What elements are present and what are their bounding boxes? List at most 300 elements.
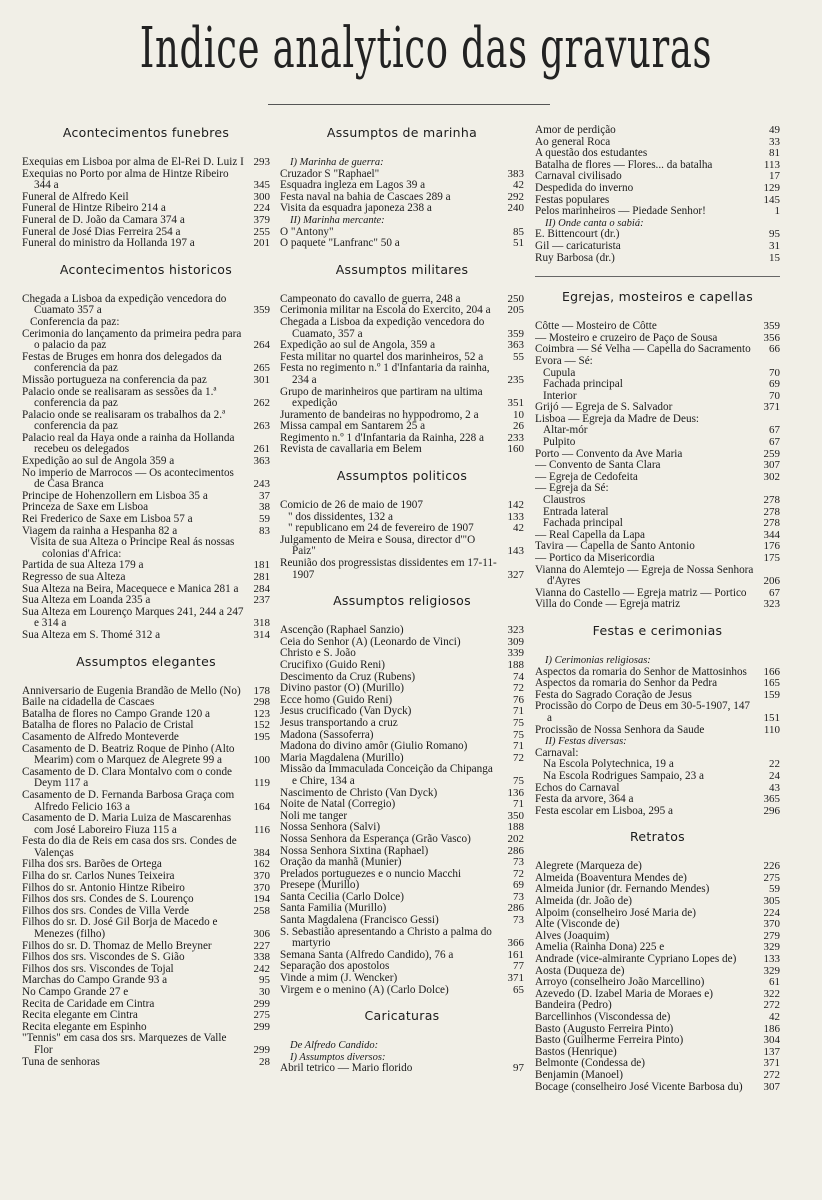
entry-title: Christo e S. João	[280, 648, 356, 660]
index-entry	[22, 572, 270, 584]
entry-title: Principe de Hohenzollern em Lisboa 35 a	[22, 490, 208, 502]
index-entry	[280, 799, 524, 811]
page-number: 281	[248, 572, 270, 584]
page-number: 278	[758, 495, 780, 507]
index-entry	[22, 952, 270, 964]
entry-title: Casamento de D. Fernanda Barbosa Graça com Alfredo Felicio 163 a	[22, 789, 235, 813]
index-entry	[280, 764, 524, 787]
entry-title: Recita de Caridade em Cintra	[22, 998, 155, 1010]
index-entry	[280, 973, 524, 985]
index-entry	[280, 238, 524, 250]
index-section	[280, 468, 524, 581]
section-title: Assumptos politicos	[336, 468, 468, 484]
index-entry	[535, 160, 780, 172]
page-number: 299	[248, 1045, 270, 1057]
index-entry	[280, 180, 524, 192]
entry-title: Procissão de Nossa Senhora da Saude	[535, 724, 705, 736]
page-number: 31	[758, 241, 780, 253]
entry-title: E. Bittencourt (dr.)	[535, 229, 620, 241]
entry-title: Festas populares	[535, 194, 610, 206]
index-entry	[22, 468, 270, 491]
index-entry	[22, 630, 270, 642]
index-entry	[22, 975, 270, 987]
index-entry	[22, 433, 270, 456]
index-entry	[535, 966, 780, 978]
entry-title: Campeonato do cavallo de guerra, 248 a	[280, 293, 461, 305]
index-entry	[22, 410, 270, 433]
index-entry	[535, 977, 780, 989]
entry-title: Funeral de Hintze Ribeiro 214 a	[22, 203, 166, 215]
page-number: 75	[502, 718, 524, 730]
index-entry	[280, 660, 524, 672]
entry-title: Basto (Guilherme Ferreira Pinto)	[535, 1035, 684, 1047]
index-entry	[280, 695, 524, 707]
entry-title: Juramento de bandeiras no hyppodromo, 2 a	[280, 409, 479, 421]
index-entry	[22, 157, 270, 169]
page-number: 250	[502, 294, 524, 306]
page-number: 351	[502, 398, 524, 410]
entry-title: Almeida (dr. João de)	[535, 896, 632, 908]
index-entry	[535, 690, 780, 702]
page-number: 42	[758, 1012, 780, 1024]
index-entry	[22, 917, 270, 940]
page-number: 305	[758, 896, 780, 908]
entry-title: Santa Magdalena (Francisco Gessi)	[280, 915, 439, 927]
index-entry	[22, 294, 270, 317]
index-entry	[280, 352, 524, 364]
section-title: Retratos	[630, 829, 685, 845]
page-number: 10	[502, 410, 524, 422]
index-column-2	[280, 125, 524, 1087]
page-number: 323	[502, 625, 524, 637]
page-number: 129	[758, 183, 780, 195]
entry-title: Amor de perdição	[535, 125, 616, 136]
entry-title: Filhos dos srs. Condes de S. Lourenço	[22, 894, 194, 906]
page-number: 65	[502, 985, 524, 997]
index-entry	[535, 908, 780, 920]
section-title: Assumptos de marinha	[326, 125, 478, 140]
index-entry	[280, 558, 524, 581]
entry-title: Festa militar no quartel dos marinheiros, 52 a	[280, 351, 484, 363]
entry-title: Lisboa — Egreja da Madre de Deus:	[535, 413, 700, 425]
entry-title: Claustros	[543, 495, 586, 507]
entry-title: Vianna do Alemtejo — Egreja de Nossa Senhora d'Ayres	[535, 564, 754, 588]
page-number: 339	[502, 648, 524, 660]
page-number: 166	[758, 667, 780, 679]
index-entry	[22, 813, 270, 836]
entry-title: Regresso de sua Alteza	[22, 572, 126, 583]
page-number: 15	[758, 253, 780, 265]
page-number: 363	[248, 456, 270, 468]
page-number: 299	[248, 999, 270, 1011]
page-number: 363	[502, 340, 524, 352]
index-entry	[280, 523, 524, 535]
page-number: 286	[502, 903, 524, 915]
page-number: 299	[248, 1022, 270, 1034]
page-number: 286	[502, 846, 524, 858]
index-entry	[535, 954, 780, 966]
page-number: 151	[758, 713, 780, 725]
entry-title: Prelados portuguezes e o nuncio Macchi	[280, 868, 462, 880]
entry-title: Andrade (vice-almirante Cypriano Lopes de)	[535, 954, 737, 966]
page-number: 298	[248, 697, 270, 709]
entry-title: Conferencia da paz:	[30, 316, 120, 328]
page-number: 224	[758, 908, 780, 920]
entry-title: Esquadra ingleza em Lagos 39 a	[280, 180, 426, 192]
page-number: 307	[758, 460, 780, 472]
page-number: 110	[758, 725, 780, 737]
index-entry	[22, 697, 270, 709]
page-number: 240	[502, 203, 524, 215]
page-number: 72	[502, 753, 524, 765]
page-number: 188	[502, 822, 524, 834]
index-entry	[280, 340, 524, 352]
section-title: Acontecimentos historicos	[59, 261, 233, 277]
index-section	[22, 262, 270, 642]
entry-title: Crucifixo (Guido Reni)	[280, 660, 386, 671]
index-entry	[535, 391, 780, 403]
entry-title: Maria Magdalena (Murillo)	[280, 752, 404, 764]
entry-title: Alegrete (Marqueza de)	[535, 861, 642, 873]
entry-title: Aspectos da romaria do Senhor de Mattosinhos	[535, 666, 747, 678]
entry-title: Baile na cidadella de Cascaes	[22, 697, 155, 709]
index-entry	[535, 425, 780, 437]
page-number: 97	[502, 1063, 524, 1075]
page-number: 344	[758, 530, 780, 542]
index-entry	[280, 169, 524, 181]
index-entry	[22, 584, 270, 596]
index-entry	[535, 678, 780, 690]
index-entry	[280, 363, 524, 386]
page-number: 242	[248, 964, 270, 976]
index-entry	[535, 1047, 780, 1059]
index-entry	[280, 822, 524, 834]
entry-title: No Campo Grande 27 e	[22, 987, 129, 998]
entry-title: Casamento de Alfredo Monteverde	[22, 731, 179, 743]
index-entry	[22, 894, 270, 906]
entry-title: Carnaval civilisado	[535, 171, 622, 183]
page-number: 323	[758, 599, 780, 611]
index-entry	[22, 686, 270, 698]
entry-title: Casamento de D. Clara Montalvo com o conde Deym 117 a	[22, 766, 233, 790]
entry-title: Missa campal em Santarem 25 a	[280, 421, 426, 433]
page-number: 261	[248, 444, 270, 456]
index-entry	[22, 169, 270, 192]
page-number: 69	[758, 379, 780, 391]
entry-title: Batalha de flores no Palacio de Cristal	[22, 720, 194, 732]
entry-title: Recita elegante em Espinho	[22, 1021, 147, 1033]
page-number: 258	[248, 906, 270, 918]
entry-title: Expedição ao sul de Angola, 359 a	[280, 340, 436, 352]
entry-title: Filhos do sr. D. José Gil Borja de Macedo e Menezes (filho)	[22, 917, 218, 941]
entry-title: Funeral do ministro da Hollanda 197 a	[22, 238, 195, 250]
entry-title: Fachada principal	[543, 518, 623, 530]
page-number: 159	[758, 690, 780, 702]
index-entry	[280, 788, 524, 800]
index-entry	[535, 171, 780, 183]
page-title: Indice analytico das gravuras	[139, 16, 713, 81]
page-number: 73	[502, 915, 524, 927]
page-number: 186	[758, 1024, 780, 1036]
index-entry	[280, 637, 524, 649]
subsection-heading: I) Marinha de guerra:	[290, 157, 384, 168]
entry-title: " republicano em 24 de fevereiro de 1907	[288, 523, 474, 535]
index-entry	[22, 607, 270, 630]
index-section	[280, 593, 524, 996]
index-entry	[535, 896, 780, 908]
page-number: 72	[502, 683, 524, 695]
index-entry	[280, 512, 524, 524]
page-number: 202	[502, 834, 524, 846]
entry-title: Presepe (Murillo)	[280, 880, 360, 892]
page-number: 161	[502, 950, 524, 962]
title-rule	[268, 104, 550, 105]
entry-title: — Real Capella da Lapa	[535, 529, 645, 541]
page-number: 42	[502, 180, 524, 192]
index-entry	[535, 1035, 780, 1047]
entry-title: Vianna do Castello — Egreja matriz — Portico	[535, 587, 747, 599]
entry-title: Virgem e o menino (A) (Carlo Dolce)	[280, 984, 449, 996]
page-number: 71	[502, 799, 524, 811]
entry-title: Ascenção (Raphael Sanzio)	[280, 625, 404, 637]
entry-title: Palacio onde se realisaram as sessões da 1.ª conferencia da paz	[22, 386, 217, 410]
entry-title: Aosta (Duqueza de)	[535, 965, 625, 977]
entry-title: Recita elegante em Cintra	[22, 1010, 138, 1022]
page-number: 194	[248, 894, 270, 906]
entry-title: Cerimonia do lançamento da primeira pedra para o palacio da paz	[22, 328, 242, 352]
index-entry	[535, 931, 780, 943]
page-number: 350	[502, 811, 524, 823]
page-number: 255	[248, 227, 270, 239]
entry-title: Festa escolar em Lisboa, 295 a	[535, 805, 673, 817]
page-number: 162	[248, 859, 270, 871]
page-number: 262	[248, 398, 270, 410]
entry-title: Princeza de Saxe em Lisboa	[22, 502, 149, 514]
page-number: 359	[248, 305, 270, 317]
entry-title: Grupo de marinheiros que partiram na ultima expedição	[280, 386, 483, 410]
index-entry	[535, 794, 780, 806]
index-section	[280, 1008, 524, 1075]
index-entry	[22, 906, 270, 918]
entry-title: Filha do sr. Carlos Nunes Teixeira	[22, 871, 175, 883]
index-section	[280, 125, 524, 250]
page-number: 137	[758, 1047, 780, 1059]
entry-title: Casamento de D. Maria Luiza de Mascarenhas com José Laboreiro Fiuza 115 a	[22, 813, 232, 836]
page-number: 279	[758, 931, 780, 943]
page-number: 113	[758, 160, 780, 172]
index-section	[280, 262, 524, 456]
index-entry	[535, 553, 780, 565]
section-divider	[535, 276, 780, 277]
entry-title: Ceia do Senhor (A) (Leonardo de Vinci)	[280, 636, 461, 648]
index-entry	[535, 701, 780, 724]
subsection-heading: II) Festas diversas:	[545, 736, 627, 748]
page-number: 49	[758, 125, 780, 137]
page-number: 263	[248, 421, 270, 433]
index-entry	[535, 873, 780, 885]
index-entry	[280, 869, 524, 881]
entry-title: Palacio onde se realisaram os trabalhos da 2.ª conferencia da paz	[22, 409, 226, 433]
page-number: 379	[248, 215, 270, 227]
index-entry	[535, 1000, 780, 1012]
page-number: 188	[502, 660, 524, 672]
page-number: 329	[758, 966, 780, 978]
index-entry	[535, 759, 780, 771]
index-entry	[22, 732, 270, 744]
page-number: 366	[502, 938, 524, 950]
section-title: Assumptos militares	[335, 261, 469, 277]
entry-title: Ao general Roca	[535, 136, 611, 148]
entry-title: Echos do Carnaval	[535, 782, 620, 794]
entry-title: Festa do dia de Reis em casa dos srs. Condes de Valenças	[22, 836, 237, 859]
entry-title: Tavira — Capella de Santo Antonio	[535, 541, 695, 553]
entry-title: Exequias no Porto por alma de Hintze Ribeiro 344 a	[22, 168, 229, 192]
entry-title: Amelia (Rainha Dona) 225 e	[535, 942, 665, 954]
page-number: 164	[248, 802, 270, 814]
index-entry	[22, 767, 270, 790]
index-entry	[280, 625, 524, 637]
entry-title: Nascimento de Christo (Van Dyck)	[280, 787, 438, 799]
entry-title: Festa da arvore, 364 a	[535, 794, 634, 806]
entry-title: Abril tetrico — Mario florido	[280, 1063, 413, 1075]
index-entry	[22, 836, 270, 859]
index-entry	[535, 437, 780, 449]
page-number: 81	[758, 148, 780, 160]
page-number: 226	[758, 861, 780, 873]
index-entry	[535, 449, 780, 461]
section-title: Caricaturas	[364, 1008, 440, 1024]
index-entry	[22, 537, 270, 560]
index-entry	[535, 241, 780, 253]
index-entry	[535, 229, 780, 241]
page-number: 237	[248, 595, 270, 607]
index-entry	[22, 744, 270, 767]
page-number: 264	[248, 340, 270, 352]
entry-title: Villa do Conde — Egreja matriz	[535, 599, 681, 611]
index-column-3	[535, 125, 780, 1105]
page-number: 74	[502, 672, 524, 684]
entry-title: Barcellinhos (Viscondessa de)	[535, 1012, 671, 1023]
page-number: 296	[758, 806, 780, 818]
index-entry	[535, 148, 780, 160]
index-entry	[280, 444, 524, 456]
page-number: 278	[758, 507, 780, 519]
entry-title: Altar-mór	[543, 425, 588, 437]
entry-title: Alte (Visconde de)	[535, 919, 620, 931]
index-entry	[535, 414, 780, 426]
page-number: 152	[248, 720, 270, 732]
entry-title: Evora — Sé:	[535, 355, 593, 367]
index-section	[535, 623, 780, 817]
entry-title: Noite de Natal (Corregio)	[280, 799, 396, 811]
subsection-heading: I) Cerimonias religiosas:	[545, 654, 651, 666]
page-number: 59	[758, 884, 780, 896]
page-number: 181	[248, 560, 270, 572]
index-entry	[22, 514, 270, 526]
entry-title: Cruzador S "Raphael"	[280, 168, 380, 180]
entry-title: Santa Familia (Murillo)	[280, 903, 387, 915]
index-entry	[280, 730, 524, 742]
index-entry	[535, 1070, 780, 1082]
index-entry	[535, 884, 780, 896]
entry-title: Nossa Senhora Sixtina (Raphael)	[280, 845, 429, 857]
entry-title: O paquete "Lanfranc" 50 a	[280, 238, 400, 250]
entry-title: Entrada lateral	[543, 506, 609, 518]
index-entry	[22, 491, 270, 503]
page-number: 73	[502, 857, 524, 869]
page-number: 205	[502, 305, 524, 317]
section-title: Assumptos elegantes	[76, 653, 216, 669]
page-number: 145	[758, 195, 780, 207]
index-entry	[535, 599, 780, 611]
index-entry	[22, 329, 270, 352]
index-entry	[535, 472, 780, 484]
page-number: 143	[502, 546, 524, 558]
index-entry	[280, 706, 524, 718]
page-number: 329	[758, 942, 780, 954]
index-entry	[535, 460, 780, 472]
entry-title: Filha dos srs. Barões de Ortega	[22, 859, 162, 871]
index-entry	[280, 857, 524, 869]
index-entry	[22, 999, 270, 1011]
entry-title: Jesus transportando a cruz	[280, 717, 398, 729]
page-number: 160	[502, 444, 524, 456]
index-entry	[22, 709, 270, 721]
index-entry	[22, 238, 270, 250]
page-number: 278	[758, 518, 780, 530]
page-number: 292	[502, 192, 524, 204]
index-entry	[535, 1024, 780, 1036]
index-entry	[280, 683, 524, 695]
entry-title: Filhos do sr. D. Thomaz de Mello Breyner	[22, 940, 212, 952]
entry-title: Azevedo (D. Izabel Maria de Moraes e)	[535, 988, 713, 1000]
index-entry	[535, 483, 780, 495]
entry-title: Regimento n.º 1 d'Infantaria da Rainha, 228 a	[280, 432, 485, 444]
index-entry	[535, 356, 780, 368]
entry-title: Funeral de Alfredo Keil	[22, 191, 129, 203]
entry-title: — Portico da Misericordia	[535, 553, 655, 564]
page-number: 384	[248, 848, 270, 860]
page-number: 365	[758, 794, 780, 806]
index-entry	[22, 964, 270, 976]
index-entry	[22, 1057, 270, 1069]
entry-title: Vinde a mim (J. Wencker)	[280, 973, 398, 985]
index-entry	[280, 192, 524, 204]
entry-title: No imperio de Marrocos — Os acontecimentos de Casa Branca	[22, 467, 234, 491]
entry-title: Aspectos da romaria do Senhor da Pedra	[535, 678, 718, 690]
index-entry	[22, 941, 270, 953]
index-entry	[280, 1063, 524, 1075]
index-entry	[280, 421, 524, 433]
page-number: 309	[502, 637, 524, 649]
index-entry	[22, 227, 270, 239]
page-number: 33	[758, 137, 780, 149]
entry-title: Bocage (conselheiro José Vicente Barbosa du)	[535, 1081, 743, 1093]
page-number: 175	[758, 553, 780, 565]
index-entry	[280, 648, 524, 660]
page-number: 67	[758, 425, 780, 437]
index-entry	[280, 950, 524, 962]
entry-title: Casamento de D. Beatriz Roque de Pinho (Alto Mearim) com o Marquez de Alegrete 99 a	[22, 743, 235, 767]
entry-title: Nossa Senhora (Salvi)	[280, 822, 381, 834]
page-number: 293	[248, 157, 270, 169]
entry-title: Funeral de José Dias Ferreira 254 a	[22, 226, 181, 238]
index-entry	[280, 880, 524, 892]
index-entry	[22, 215, 270, 227]
entry-title: Jesus crucificado (Van Dyck)	[280, 706, 412, 718]
index-entry	[280, 672, 524, 684]
page-number: 38	[248, 502, 270, 514]
